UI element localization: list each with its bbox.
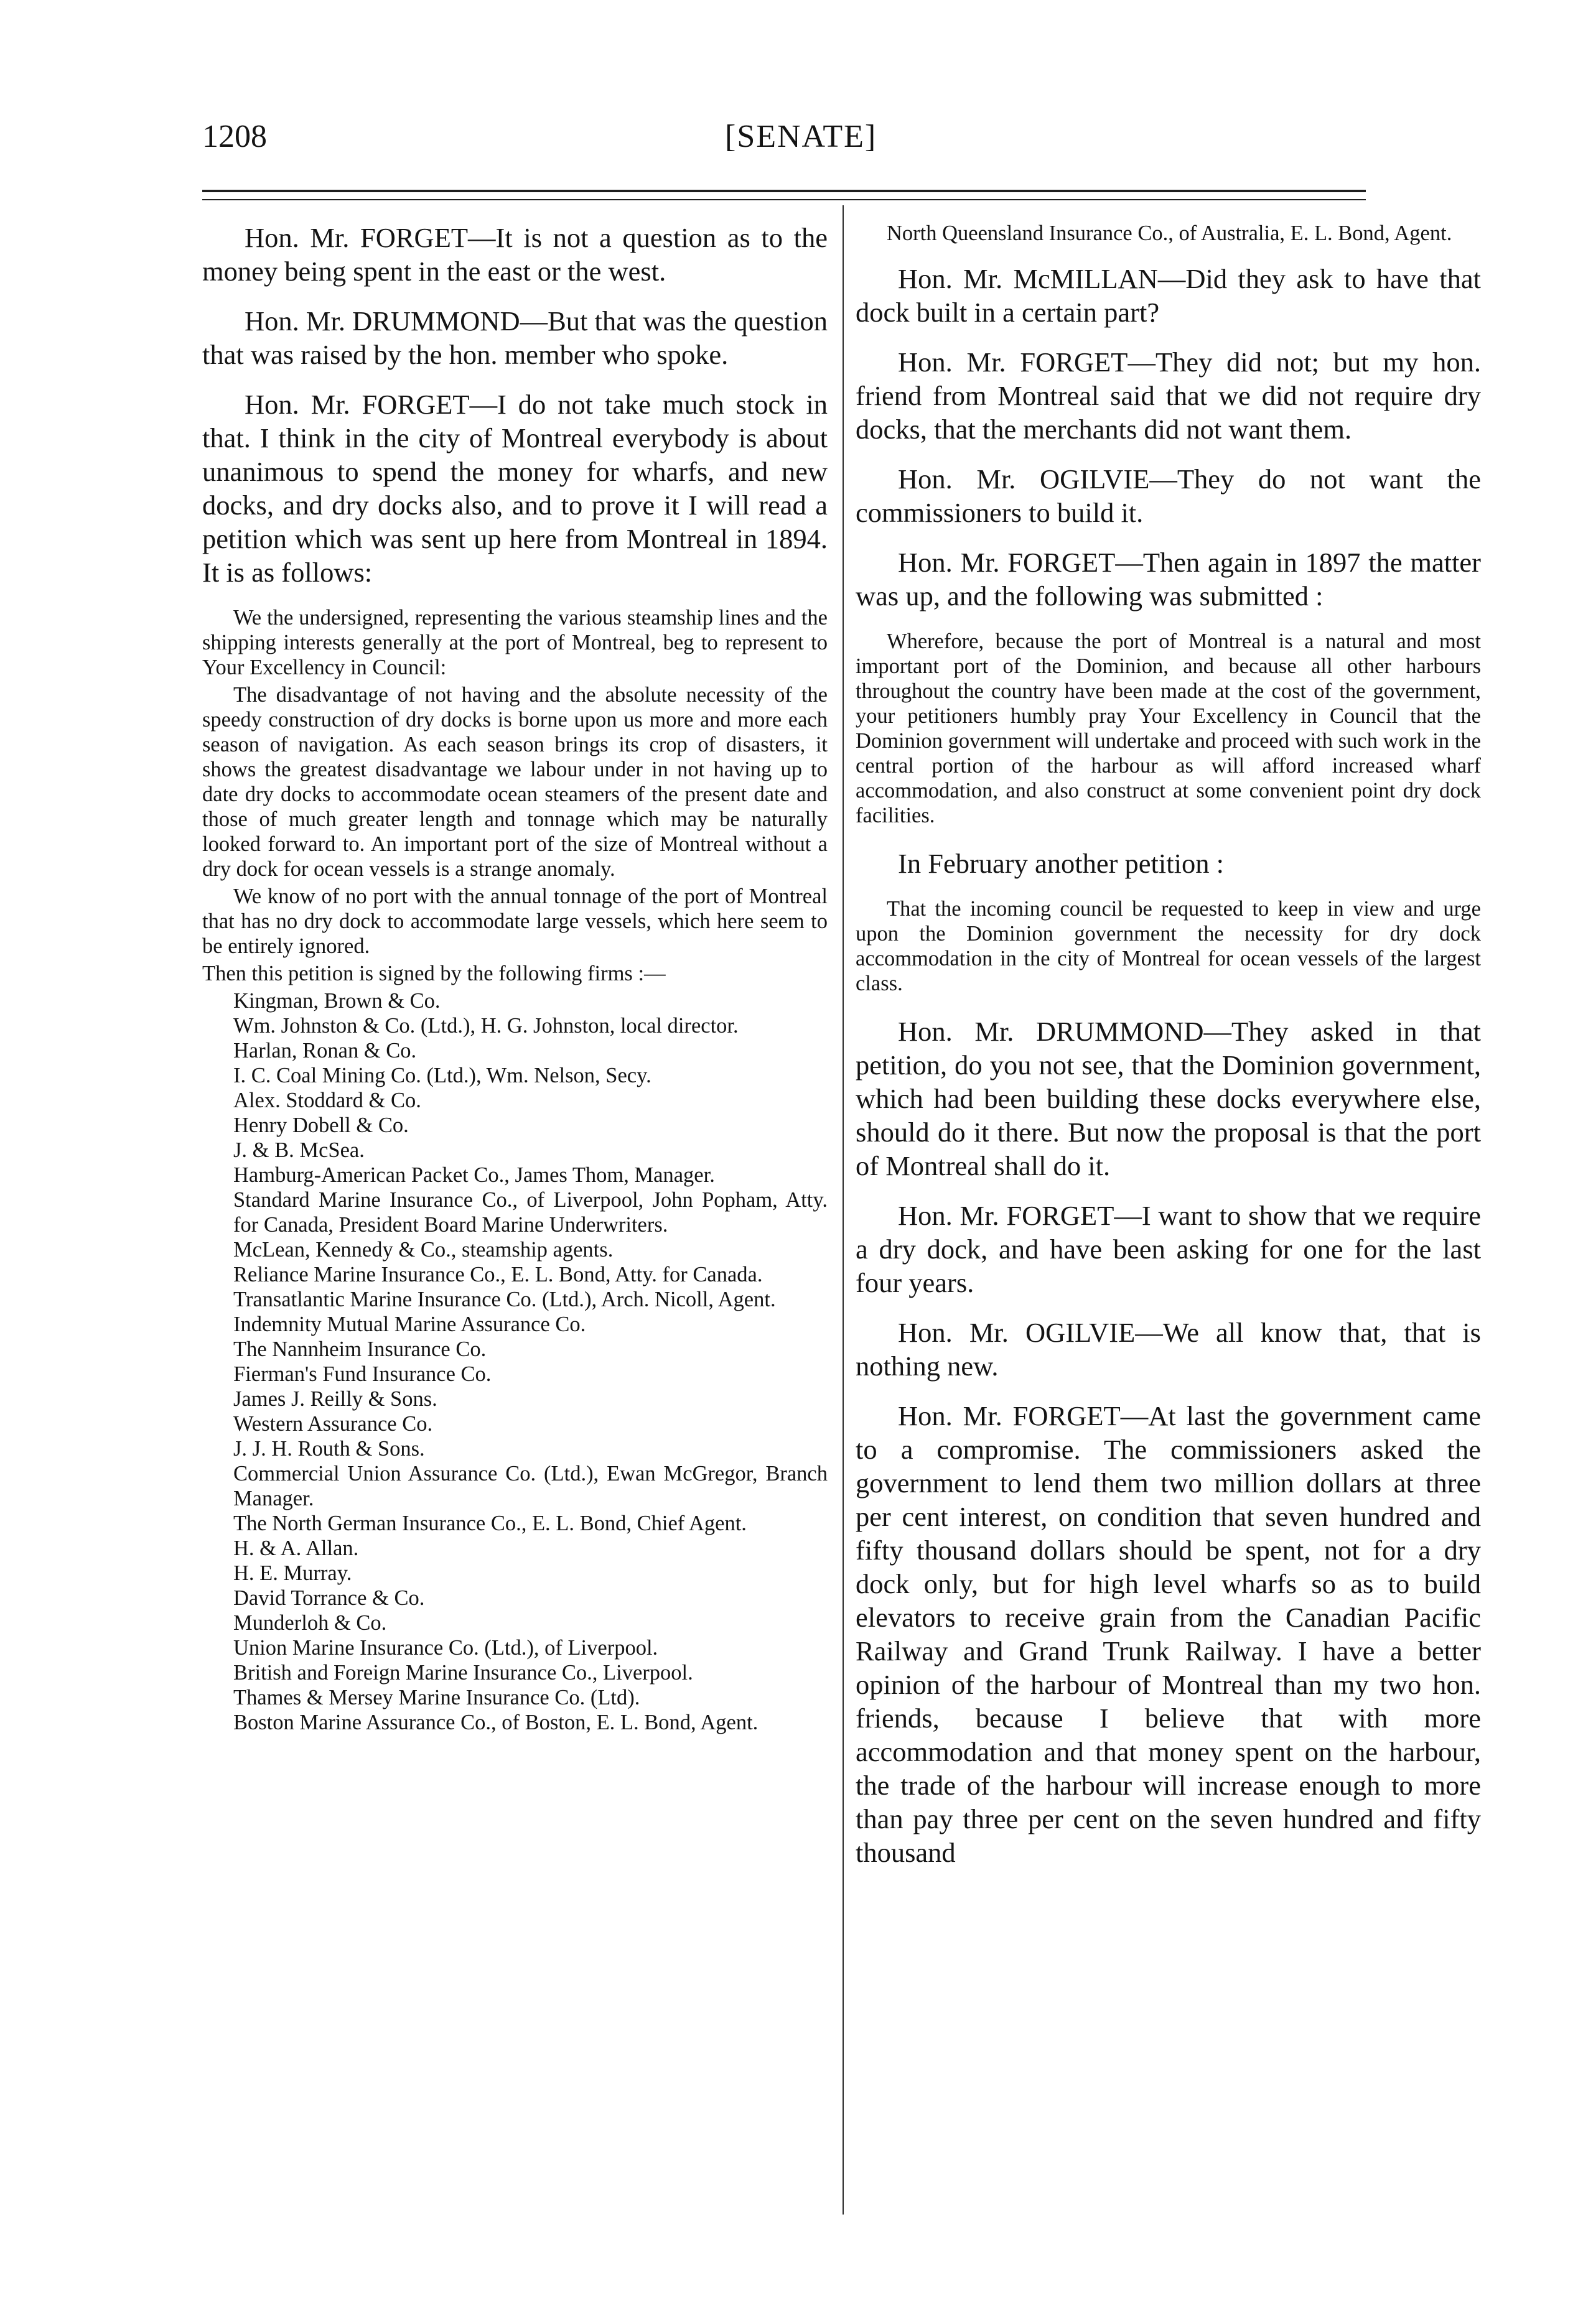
firm-entry (202, 1387, 828, 1411)
firm-text: Munderloh & Co. (233, 1611, 387, 1635)
firm-entry (202, 1188, 828, 1237)
firm-text: Hamburg-American Packet Co., James Thom, Manager. (233, 1163, 715, 1187)
speech-text: Hon. Mr. OGILVIE—They do not want the commissioners to build it. (856, 463, 1481, 528)
petition-text: We know of no port with the annual tonnage of the port of Montreal that has no dry dock to accommodate large vessels, which here seem to be entirely ignored. (202, 885, 828, 958)
firm-entry (202, 1511, 828, 1536)
speech-paragraph (856, 1399, 1481, 1869)
firm-entry (202, 1611, 828, 1635)
firm-text: McLean, Kennedy & Co., steamship agents. (233, 1238, 614, 1262)
firm-text: Commercial Union Assurance Co. (Ltd.), Ewan McGregor, Branch Manager. (233, 1462, 828, 1510)
speech-text: In February another petition : (898, 848, 1224, 879)
firm-entry (202, 1038, 828, 1063)
petition-paragraph (202, 682, 828, 881)
speech-paragraph (856, 546, 1481, 613)
firm-entry (202, 1163, 828, 1188)
firm-entry (202, 1685, 828, 1710)
firm-entry (202, 1063, 828, 1088)
speech-text: Hon. Mr. FORGET—Then again in 1897 the matter was up, and the following was submitted : (856, 547, 1481, 611)
firm-text: The Nannheim Insurance Co. (233, 1337, 487, 1361)
firm-entry (202, 1088, 828, 1113)
firm-entry (202, 1262, 828, 1287)
running-head: [SENATE] (725, 119, 877, 154)
firm-text: Indemnity Mutual Marine Assurance Co. (233, 1313, 586, 1336)
firm-text: H. & A. Allan. (233, 1536, 359, 1560)
firm-entry (202, 1237, 828, 1262)
petition-signatories-intro: Then this petition is signed by the following firms :— (202, 962, 666, 985)
firm-text: North Queensland Insurance Co., of Australia, E. L. Bond, Agent. (887, 221, 1452, 245)
firm-text: Kingman, Brown & Co. (233, 989, 441, 1013)
petition-text: Wherefore, because the port of Montreal is a natural and most important port of the Dominion, and because all other harbours throughout the country have been made at the cost of the government, your petitioners humbly pray Your Excellency in Council that the Dominion government will undertake and proceed with such work in the central portion of the harbour as will afford increased wharf accommodation, and also construct at some convenient point dry dock facilities. (856, 630, 1481, 827)
speech-text: Hon. Mr. FORGET—I do not take much stock in that. I think in the city of Montreal everybody is about unanimous to spend the money for wharfs, and new docks, and dry docks also, and to prove it I will read a petition which was sent up here from Montreal in 1894. It is as follows: (202, 389, 828, 588)
firm-entry (202, 1635, 828, 1660)
speech-paragraph (856, 262, 1481, 329)
firm-entry (202, 1561, 828, 1586)
firm-entry (202, 1312, 828, 1337)
firm-entry-continued (856, 221, 1481, 246)
firm-text: J. & B. McSea. (233, 1138, 365, 1162)
firm-entry (202, 1710, 828, 1735)
left-column (202, 221, 828, 1735)
firm-text: Thames & Mersey Marine Insurance Co. (Ltd). (233, 1686, 640, 1709)
firm-entry (202, 1411, 828, 1436)
speech-paragraph (202, 388, 828, 589)
speech-text: Hon. Mr. FORGET—I want to show that we require a dry dock, and have been asking for one for the last four years. (856, 1200, 1481, 1298)
firm-text: Fierman's Fund Insurance Co. (233, 1362, 492, 1386)
firm-text: Western Assurance Co. (233, 1412, 433, 1436)
speech-paragraph (856, 462, 1481, 529)
firm-text: British and Foreign Marine Insurance Co., Liverpool. (233, 1661, 693, 1685)
speech-text: Hon. Mr. McMILLAN—Did they ask to have that dock built in a certain part? (856, 263, 1481, 328)
firm-entry (202, 1287, 828, 1312)
firm-list (202, 988, 828, 1735)
petition-paragraph (202, 884, 828, 959)
speech-paragraph (202, 221, 828, 288)
firm-text: Alex. Stoddard & Co. (233, 1089, 421, 1112)
column-divider (843, 205, 844, 2215)
firm-text: Reliance Marine Insurance Co., E. L. Bond, Atty. for Canada. (233, 1263, 763, 1286)
speech-text: Hon. Mr. FORGET—At last the government came to a compromise. The commissioners asked the government to lend them two million dollars at three per cent interest, on condition that seven hundred and fifty thousand dollars should be spent, not for a dry dock only, but for high level wharfs so as to build elevators to receive grain from the Canadian Pacific Railway and Grand Trunk Railway. I have a better opinion of the harbour of Montreal than my two hon. friends, because I believe that with more accommodation and that money spent on the harbour, the trade of the harbour will increase enough to more than pay three per cent on the seven hundred and fifty thousand (856, 1400, 1481, 1868)
speech-text: Hon. Mr. DRUMMOND—They asked in that petition, do you not see, that the Dominion government, which had been building these docks everywhere else, should do it there. But now the proposal is that the port of Montreal shall do it. (856, 1016, 1481, 1181)
petition-text: The disadvantage of not having and the absolute necessity of the speedy construction of dry docks is borne upon us more and more each season of navigation. As each season brings its crop of disasters, it shows the greatest disadvantage we labour under in not having up to date dry docks to accommodate ocean steamers of the present date and those of much greater length and tonnage which may be naturally looked forward to. An important port of the size of Montreal without a dry dock for ocean vessels is a strange anomaly. (202, 683, 828, 881)
firm-text: Wm. Johnston & Co. (Ltd.), H. G. Johnston, local director. (233, 1014, 739, 1038)
firm-entry (202, 1436, 828, 1461)
header-rule (202, 190, 1366, 192)
firm-entry (202, 988, 828, 1013)
firm-text: The North German Insurance Co., E. L. Bond, Chief Agent. (233, 1512, 747, 1535)
speech-paragraph (202, 304, 828, 371)
firm-entry (202, 1013, 828, 1038)
speech-text: Hon. Mr. FORGET—They did not; but my hon. friend from Montreal said that we did not require dry docks, that the merchants did not want them. (856, 346, 1481, 445)
firm-text: Boston Marine Assurance Co., of Boston, E. L. Bond, Agent. (233, 1711, 759, 1734)
speech-paragraph (856, 345, 1481, 446)
petition-1897-quote (856, 629, 1481, 828)
page-number: 1208 (202, 119, 267, 154)
firm-entry (202, 1660, 828, 1685)
right-column (856, 221, 1481, 1885)
firm-text: Standard Marine Insurance Co., of Liverpool, John Popham, Atty. for Canada, President Board Marine Underwriters. (233, 1188, 828, 1237)
firm-text: H. E. Murray. (233, 1561, 352, 1585)
firm-entry (202, 1113, 828, 1138)
firm-text: Henry Dobell & Co. (233, 1113, 409, 1137)
firm-text: Union Marine Insurance Co. (Ltd.), of Liverpool. (233, 1636, 658, 1660)
firm-text: J. J. H. Routh & Sons. (233, 1437, 425, 1461)
firm-entry (202, 1362, 828, 1387)
petition-text: We the undersigned, representing the various steamship lines and the shipping interests generally at the port of Montreal, beg to represent to Your Excellency in Council: (202, 606, 828, 679)
firm-text: Transatlantic Marine Insurance Co. (Ltd.), Arch. Nicoll, Agent. (233, 1288, 776, 1311)
firm-entry (202, 1337, 828, 1362)
speech-paragraph (856, 1015, 1481, 1183)
firm-entry (202, 1461, 828, 1511)
firm-text: Harlan, Ronan & Co. (233, 1039, 417, 1062)
petition-1894 (202, 605, 828, 986)
speech-text: Hon. Mr. OGILVIE—We all know that, that is nothing new. (856, 1317, 1481, 1382)
firm-text: David Torrance & Co. (233, 1586, 425, 1610)
firm-text: I. C. Coal Mining Co. (Ltd.), Wm. Nelson, Secy. (233, 1064, 651, 1087)
speech-text: Hon. Mr. FORGET—It is not a question as to the money being spent in the east or the west. (202, 222, 828, 287)
speech-paragraph (856, 1199, 1481, 1299)
petition-paragraph (202, 605, 828, 680)
header-rule-thin (202, 199, 1366, 200)
firm-entry (202, 1586, 828, 1611)
firm-entry (202, 1536, 828, 1561)
petition-text: That the incoming council be requested to keep in view and urge upon the Dominion government the necessity for dry dock accommodation in the city of Montreal for ocean vessels of the largest class. (856, 897, 1481, 995)
speech-paragraph (856, 1316, 1481, 1383)
firm-text: James J. Reilly & Sons. (233, 1387, 437, 1411)
firm-entry (202, 1138, 828, 1163)
speech-text: Hon. Mr. DRUMMOND—But that was the question that was raised by the hon. member who spoke. (202, 305, 828, 370)
petition-february-quote (856, 896, 1481, 996)
february-intro (856, 847, 1481, 880)
